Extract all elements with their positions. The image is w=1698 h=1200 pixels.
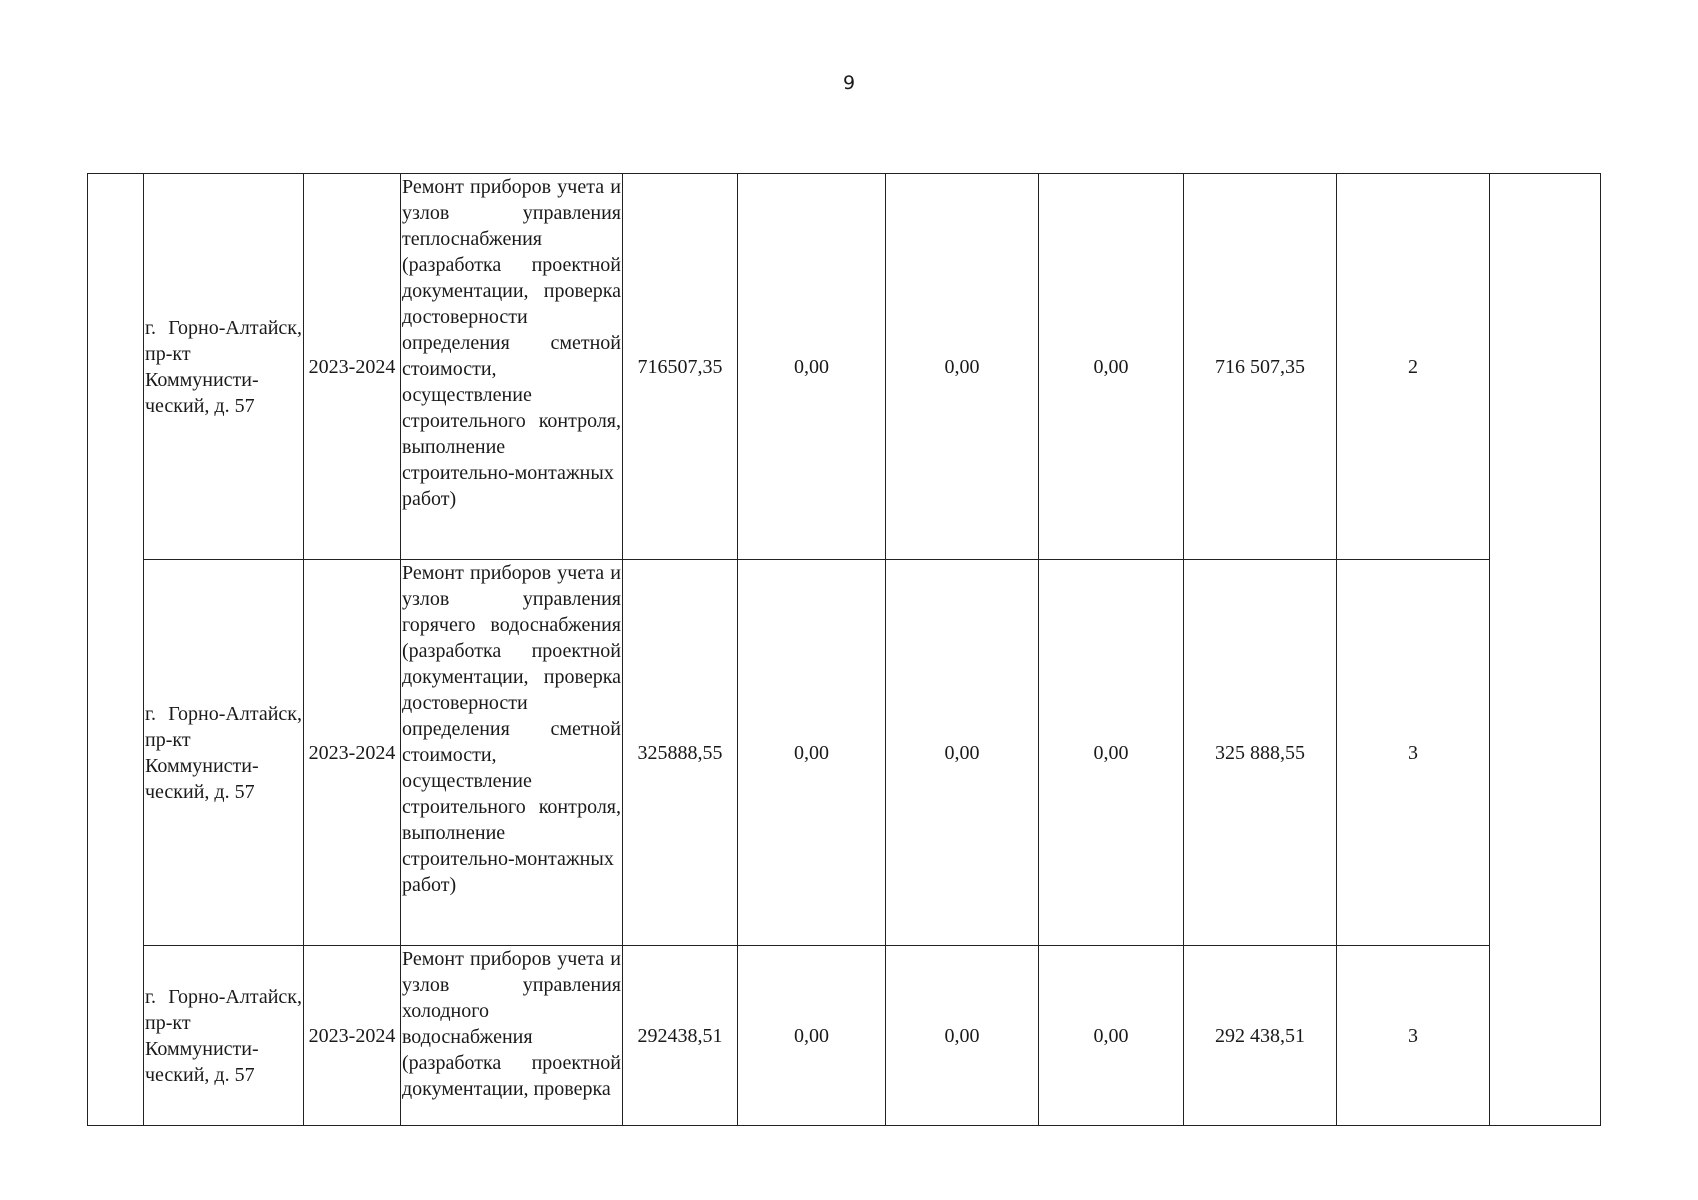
value-cell-2: 0,00 (886, 560, 1039, 946)
count-cell: 2 (1337, 174, 1490, 560)
value-cell-1: 0,00 (738, 560, 886, 946)
repair-table (87, 173, 1601, 1126)
table-row (88, 946, 1601, 1126)
count-cell: 3 (1337, 560, 1490, 946)
total-cell: 716 507,35 (1184, 174, 1337, 560)
cost-cell: 292438,51 (623, 946, 738, 1126)
row-number-cell (88, 174, 144, 1126)
work-description-cell: Ремонт приборов учета и узлов управления холодного водоснабжения (разработка проектной документации, проверка (401, 946, 623, 1126)
value-cell-1: 0,00 (738, 946, 886, 1126)
years-cell: 2023-2024 (304, 946, 401, 1126)
total-cell: 325 888,55 (1184, 560, 1337, 946)
count-cell: 3 (1337, 946, 1490, 1126)
years-cell: 2023-2024 (304, 174, 401, 560)
address-cell: г. Горно-Алтайск, пр-кт Коммунисти-ческий, д. 57 (144, 560, 304, 946)
work-description-cell: Ремонт приборов учета и узлов управления горячего водоснабжения (разработка проектной документации, проверка достоверности определения сметной стоимости, осуществление строительного контроля, выполнение строительно-монтажных работ) (401, 560, 623, 946)
value-cell-1: 0,00 (738, 174, 886, 560)
value-cell-2: 0,00 (886, 946, 1039, 1126)
years-cell: 2023-2024 (304, 560, 401, 946)
table-row (88, 174, 1601, 560)
value-cell-3: 0,00 (1039, 946, 1184, 1126)
extra-cell (1490, 174, 1601, 1126)
address-cell: г. Горно-Алтайск, пр-кт Коммунисти-ческий, д. 57 (144, 174, 304, 560)
value-cell-2: 0,00 (886, 174, 1039, 560)
address-cell: г. Горно-Алтайск, пр-кт Коммунисти-ческий, д. 57 (144, 946, 304, 1126)
page-number: 9 (842, 72, 856, 94)
work-description-cell: Ремонт приборов учета и узлов управления теплоснабжения (разработка проектной документации, проверка достоверности определения сметной стоимости, осуществление строительного контроля, выполнение строительно-монтажных работ) (401, 174, 623, 560)
total-cell: 292 438,51 (1184, 946, 1337, 1126)
value-cell-3: 0,00 (1039, 174, 1184, 560)
value-cell-3: 0,00 (1039, 560, 1184, 946)
cost-cell: 716507,35 (623, 174, 738, 560)
table-row (88, 560, 1601, 946)
cost-cell: 325888,55 (623, 560, 738, 946)
